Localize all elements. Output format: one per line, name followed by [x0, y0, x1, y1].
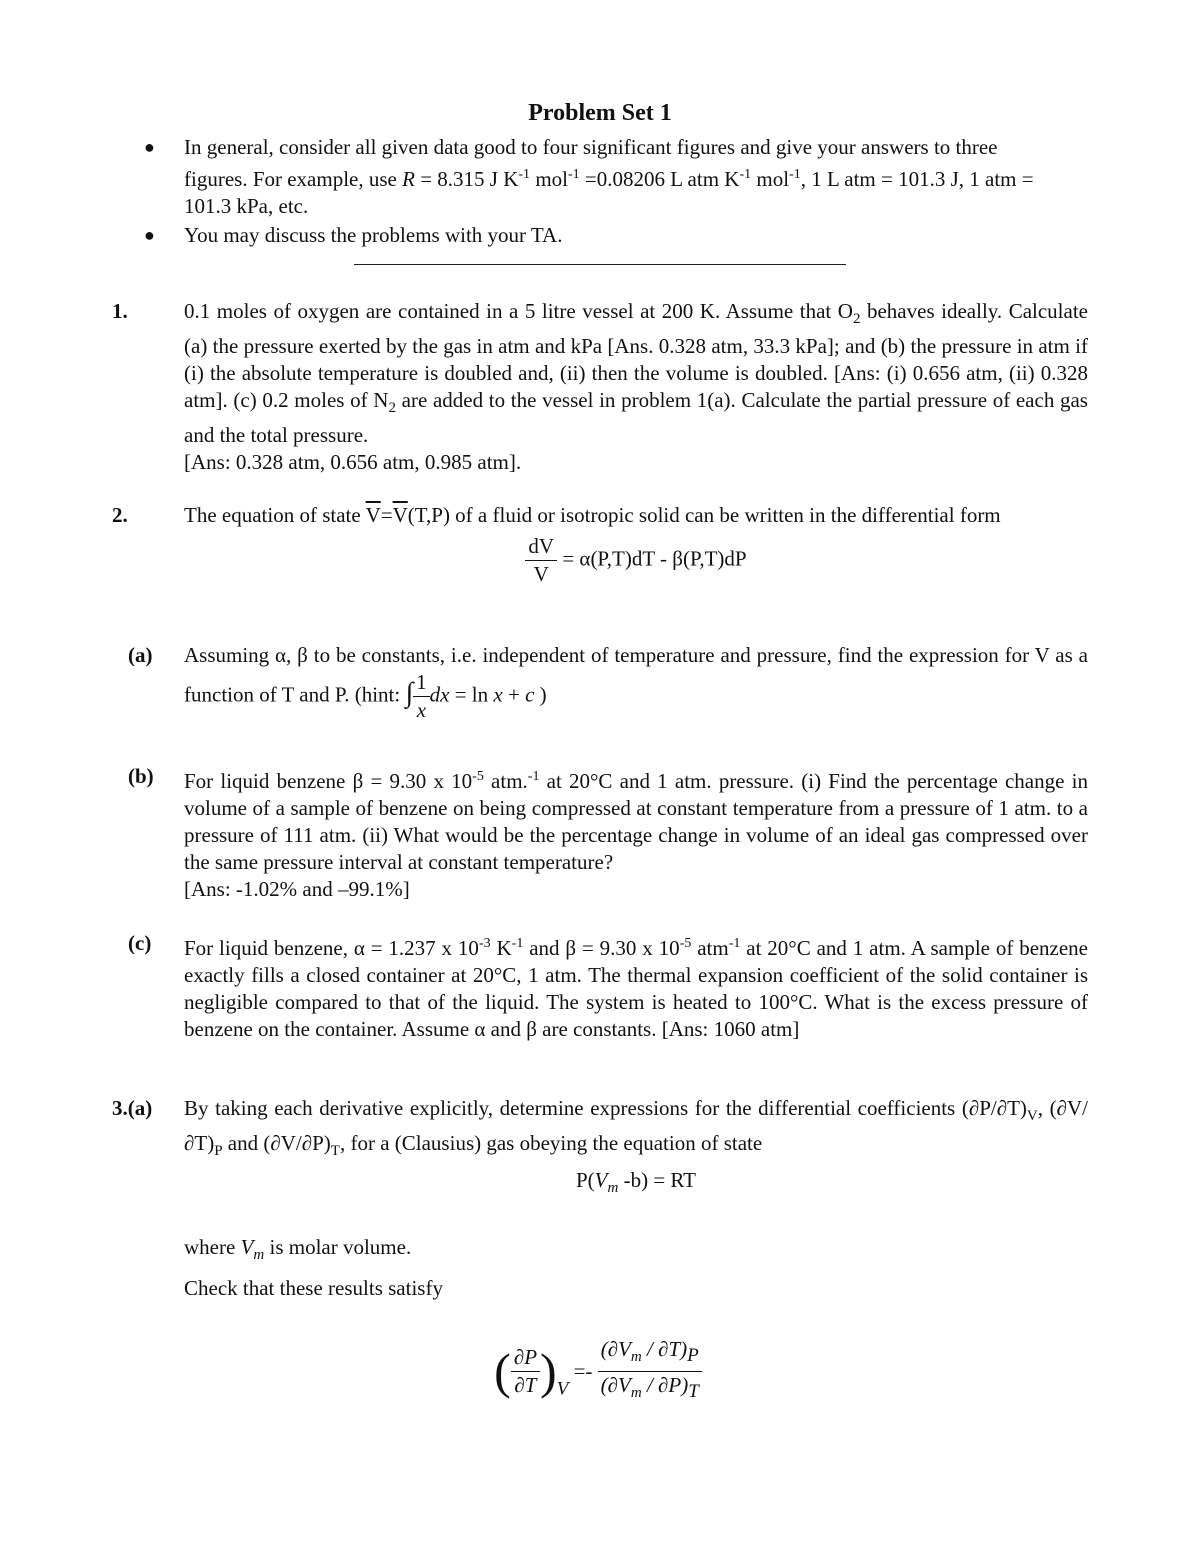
problem-text: For liquid benzene, α = 1.237 x $10^{-3}$ $K^{-1}$ and β = 9.30 x $10^{-5}$ atm$^{-1}$ at 20°C and 1 atm. A sample of benzene exactly fills a closed container at 20°C, 1 atm. The thermal expansion coefficient of the solid container is negligible compared to that of the liquid. The system is heated to 100°C. What is the excess pressure of benzene on the container. Assume α and β are constants. [Ans: 1060 atm] — [184, 936, 1089, 1041]
problem-text: The equation of state $\overline{V}=\overline{V}(T,P)$ of a fluid or isotropic solid can be written in the differential form — [184, 503, 1001, 527]
differential-equation: $\frac{dV}{V}$ = α(P,T)dT - β(P,T)dP — [184, 533, 1088, 588]
answer: [Ans: -1.02% and –99.1%] — [184, 877, 410, 901]
instruction-item — [144, 222, 1054, 249]
answer: [Ans: 0.328 atm, 0.656 atm, 0.985 atm]. — [184, 450, 522, 474]
fraction: $\frac{dV}{V}$ — [525, 533, 557, 588]
problem-2c — [112, 930, 1088, 1043]
problem-3a — [112, 1095, 1088, 1407]
problem-text: Assuming α, β to be constants, i.e. independent of temperature and pressure, find the expression for V as a function of T and P. (hint: ∫ $\frac{1}{x}$ dx = ln x + c ) — [184, 643, 1088, 722]
problem-2a — [112, 642, 1088, 724]
problem-2 — [112, 502, 1088, 588]
bullet-icon: ● — [144, 137, 155, 157]
problem-number: (a) — [128, 643, 153, 667]
problem-2b — [112, 763, 1088, 903]
instruction-item — [144, 134, 1054, 220]
separator-line — [354, 264, 846, 265]
problem-text: By taking each derivative explicitly, determine expressions for the differential coefficients $(\partial P/\partial T)_V$, $(\partial V/\partial T)_P$ and $(\partial V/\partial P)_T$, for a (Clausius) gas obeying the equation of state — [184, 1096, 1088, 1159]
problem-number: 1. — [112, 299, 128, 323]
check-text: Check that these results satisfy — [184, 1276, 443, 1300]
problem-1 — [112, 298, 1088, 476]
page-title: Problem Set 1 — [528, 100, 672, 126]
problem-text: 0.1 moles of oxygen are contained in a 5 litre vessel at 200 K. Assume that $O_2$ behaves ideally. Calculate (a) the pressure exerted by the gas in atm and kPa [Ans. 0.328 atm, 33.3 kPa]; and (b) the pressure in atm if (i) the absolute temperature is doubled and, (ii) then the volume is doubled. [Ans: (i) 0.656 atm, (ii) 0.328 atm]. (c) 0.2 moles of $N_2$ are added to the vessel in problem 1(a). Calculate the partial pressure of each gas and the total pressure. [Ans: 0.328 atm, 0.656 atm, 0.985 atm]. — [184, 299, 1088, 474]
problem-number: 3.(a) — [112, 1096, 153, 1120]
problem-number: (c) — [128, 931, 152, 955]
problem-number: (b) — [128, 764, 154, 788]
equation-of-state: $P(V_m$ -b) = RT — [575, 1168, 696, 1196]
maxwell-relation: ( $\frac{\partial P}{\partial T}$ )V =- $\frac{(\partial V_m / \partial T)P}{(\partial V_m / \partial P)T}$ — [108, 1336, 1088, 1407]
problem-number: 2. — [112, 503, 128, 527]
instructions-list — [144, 134, 1054, 249]
problem-text: For liquid benzene β = 9.30 x $10^{-5}$ atm.$^{-1}$ at 20°C and 1 atm. pressure. (i) Find the percentage change in volume of a sample of benzene on being compressed at constant temperature from a pressure of 1 atm. to a pressure of 111 atm. (ii) What would be the percentage change in volume of an ideal gas compressed over the same pressure interval at constant temperature? [Ans: -1.02% and –99.1%] — [184, 769, 1088, 901]
instruction-text: You may discuss the problems with your TA. — [184, 223, 563, 247]
instruction-text: In general, consider all given data good to four significant figures and give your answers to three figures. For example, use R = 8.315 J $K^{-1}$ mol$^{-1}$ =0.08206 L atm $K^{-1}$ mol$^{-1}$, 1 L atm = 101.3 J, 1 atm = 101.3 kPa, etc. — [184, 135, 1034, 218]
bullet-icon: ● — [144, 225, 155, 245]
where-text: where $V_m$ is molar volume. — [184, 1235, 412, 1263]
